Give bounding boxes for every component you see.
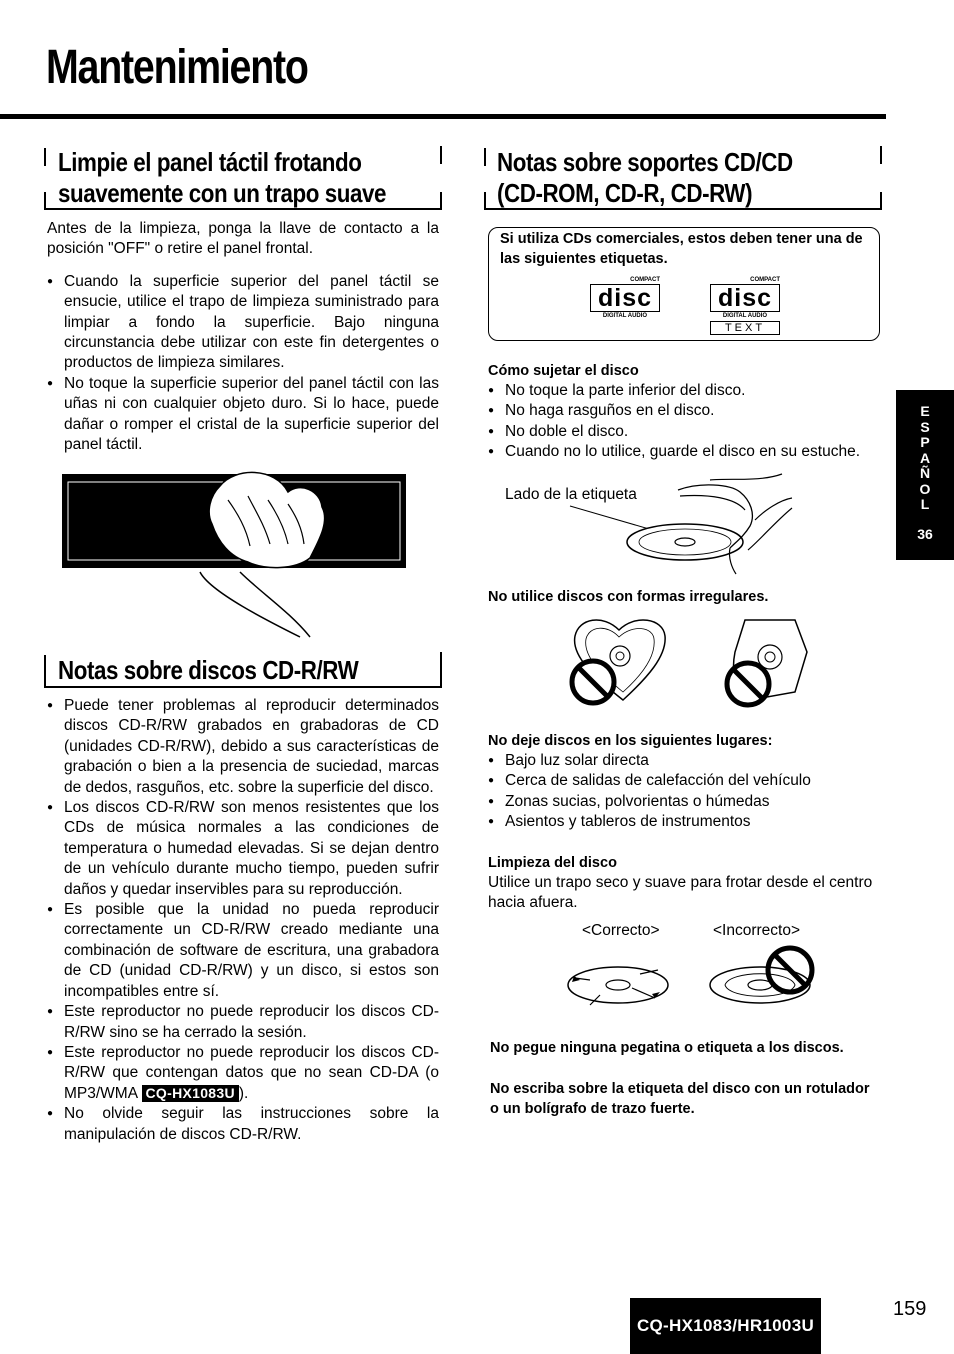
bullet-end: ). bbox=[238, 1084, 249, 1102]
label-note-text: Si utiliza CDs comerciales, estos deben tener una de las siguientes etiquetas. bbox=[500, 231, 863, 267]
heading-bracket bbox=[44, 192, 46, 209]
logo-bottom-text: DIGITAL AUDIO bbox=[722, 313, 768, 319]
list-item bbox=[47, 1043, 439, 1104]
heading-underline bbox=[44, 208, 442, 210]
section-heading-media-line2: (CD-ROM, CD-R, CD-RW) bbox=[497, 178, 753, 208]
heading-bracket bbox=[484, 192, 486, 209]
tab-letter: O bbox=[919, 480, 931, 497]
panel-cleaning-illustration bbox=[60, 462, 410, 642]
compact-disc-logo bbox=[590, 277, 660, 320]
list-item: ● Este reproductor no puede reproducir los discos CD-R/RW sino se ha cerrado la sesión. bbox=[47, 1002, 439, 1043]
page-title: Mantenimiento bbox=[46, 41, 308, 94]
places-heading: No deje discos en los siguientes lugares: bbox=[488, 733, 773, 749]
heading-underline bbox=[484, 208, 882, 210]
heading-bracket bbox=[440, 146, 442, 164]
logo-text-label: TEXT bbox=[710, 321, 780, 335]
compact-disc-text-logo bbox=[710, 277, 780, 335]
list-item: ● Puede tener problemas al reproducir determinados discos CD-R/RW grabados en grabadoras de CD (unidades CD-R/RW), debido a sus características de grabación o bien a la presencia de suciedad, marcas de dedos, rasguños, etc. sobre la superficie del disco. bbox=[47, 696, 439, 798]
tab-letter: L bbox=[920, 496, 930, 512]
cdr-section-body bbox=[47, 696, 439, 1145]
tab-letter: A bbox=[919, 449, 931, 466]
list-item: ● Bajo luz solar directa bbox=[488, 751, 880, 771]
tab-letter: E bbox=[920, 403, 930, 419]
title-rule bbox=[0, 114, 886, 119]
places-bullet-list bbox=[488, 751, 880, 833]
logo-bottom-text: DIGITAL AUDIO bbox=[602, 313, 648, 319]
marker-warning: No escriba sobre la etiqueta del disco con un rotulador o un bolígrafo de trazo fuerte. bbox=[490, 1081, 870, 1117]
section-heading-cleaning-line1: Limpie el panel táctil frotando bbox=[58, 147, 362, 177]
tab-letter: S bbox=[920, 418, 930, 435]
logo-main-text: disc bbox=[590, 284, 660, 312]
heading-underline bbox=[44, 686, 442, 688]
disc-cleaning-heading: Limpieza del disco bbox=[488, 855, 617, 871]
list-item: ● Es posible que la unidad no pueda reproducir correctamente un CD-R/RW creado mediante una combinación de software de escritura, una grabadora de CD (unidad CD-R/RW) y un disco, si estos son incompatibles entre sí. bbox=[47, 900, 439, 1002]
list-item: ● No toque la parte inferior del disco. bbox=[488, 381, 880, 401]
heading-bracket bbox=[880, 146, 882, 164]
cleaning-bullet-list bbox=[47, 272, 439, 456]
hold-disc-section bbox=[488, 361, 880, 463]
bullet-text: Este reproductor no puede reproducir los discos CD-R/RW que contengan datos que no sean CD-DA (o MP3/WMA bbox=[64, 1043, 439, 1102]
sticker-warning: No pegue ninguna pegatina o etiqueta a los discos. bbox=[490, 1040, 844, 1056]
cleaning-section-body bbox=[47, 219, 439, 455]
page-number: 159 bbox=[893, 1298, 927, 1320]
list-item: ● Cerca de salidas de calefacción del vehículo bbox=[488, 771, 880, 791]
heading-bracket bbox=[880, 192, 882, 209]
list-item: ● Cuando la superficie superior del panel táctil se ensucie, utilice el trapo de limpieza suministrado para limpiar a fondo la superficie. Bajo ninguna circunstancia debe utilizar con este fin detergentes o productos de limpieza similares. bbox=[47, 272, 439, 374]
model-badge: CQ-HX1083U bbox=[142, 1085, 239, 1102]
disc-cleaning-section bbox=[488, 853, 880, 914]
cdr-bullet-list bbox=[47, 696, 439, 1145]
list-item: ● No haga rasguños en el disco. bbox=[488, 401, 880, 421]
heading-bracket bbox=[484, 148, 486, 166]
tab-number: 36 bbox=[917, 525, 933, 542]
correct-label: <Correcto> bbox=[582, 922, 660, 939]
incorrect-label: <Incorrecto> bbox=[713, 922, 801, 939]
tab-letter: P bbox=[920, 434, 930, 450]
irregular-discs-heading: No utilice discos con formas irregulares. bbox=[488, 589, 769, 605]
heading-bracket bbox=[44, 148, 46, 166]
list-item: ● Los discos CD-R/RW son menos resistentes que los CDs de música normales a las condiciones de temperatura o humedad elevadas. Si se dejan dentro de un vehículo durante mucho tiempo, pueden sufrir daños y quedar inservibles para su reproducción. bbox=[47, 798, 439, 900]
section-heading-cdr: Notas sobre discos CD-R/RW bbox=[58, 655, 359, 685]
storage-places-section bbox=[488, 731, 880, 833]
list-item: ● No toque la superficie superior del panel táctil con las uñas ni con cualquier objeto duro. Si lo hace, puede dañar o romper el cristal de la superficie superior del panel táctil. bbox=[47, 374, 439, 456]
logo-top-text: COMPACT bbox=[630, 277, 660, 283]
heading-bracket bbox=[440, 652, 442, 687]
tab-letter: Ñ bbox=[919, 465, 931, 481]
hold-bullet-list bbox=[488, 381, 880, 463]
disc-cleaning-text: Utilice un trapo seco y suave para frotar desde el centro hacia afuera. bbox=[488, 874, 873, 912]
cleaning-intro: Antes de la limpieza, ponga la llave de contacto a la posición "OFF" o retire el panel frontal. bbox=[47, 220, 439, 258]
hold-heading: Cómo sujetar el disco bbox=[488, 363, 639, 379]
label-side-caption: Lado de la etiqueta bbox=[505, 486, 637, 503]
section-heading-media-line1: Notas sobre soportes CD/CD bbox=[497, 147, 793, 177]
list-item: ● No olvide seguir las instrucciones sobre la manipulación de discos CD-R/RW. bbox=[47, 1104, 439, 1145]
language-side-tab bbox=[896, 390, 954, 560]
irregular-discs-illustration bbox=[555, 612, 825, 712]
logo-top-text: COMPACT bbox=[750, 277, 780, 283]
heading-bracket bbox=[440, 192, 442, 209]
disc-wiping-illustration bbox=[560, 940, 830, 1015]
logo-main-text: disc bbox=[710, 284, 780, 312]
list-item: ● Cuando no lo utilice, guarde el disco en su estuche. bbox=[488, 442, 880, 462]
list-item: ● No doble el disco. bbox=[488, 422, 880, 442]
list-item: ● Asientos y tableros de instrumentos bbox=[488, 812, 880, 832]
footer-model-label: CQ-HX1083/HR1003U bbox=[630, 1298, 821, 1354]
hold-disc-illustration bbox=[560, 470, 810, 580]
heading-bracket bbox=[44, 655, 46, 687]
list-item: ● Zonas sucias, polvorientas o húmedas bbox=[488, 792, 880, 812]
section-heading-cleaning-line2: suavemente con un trapo suave bbox=[58, 178, 387, 208]
